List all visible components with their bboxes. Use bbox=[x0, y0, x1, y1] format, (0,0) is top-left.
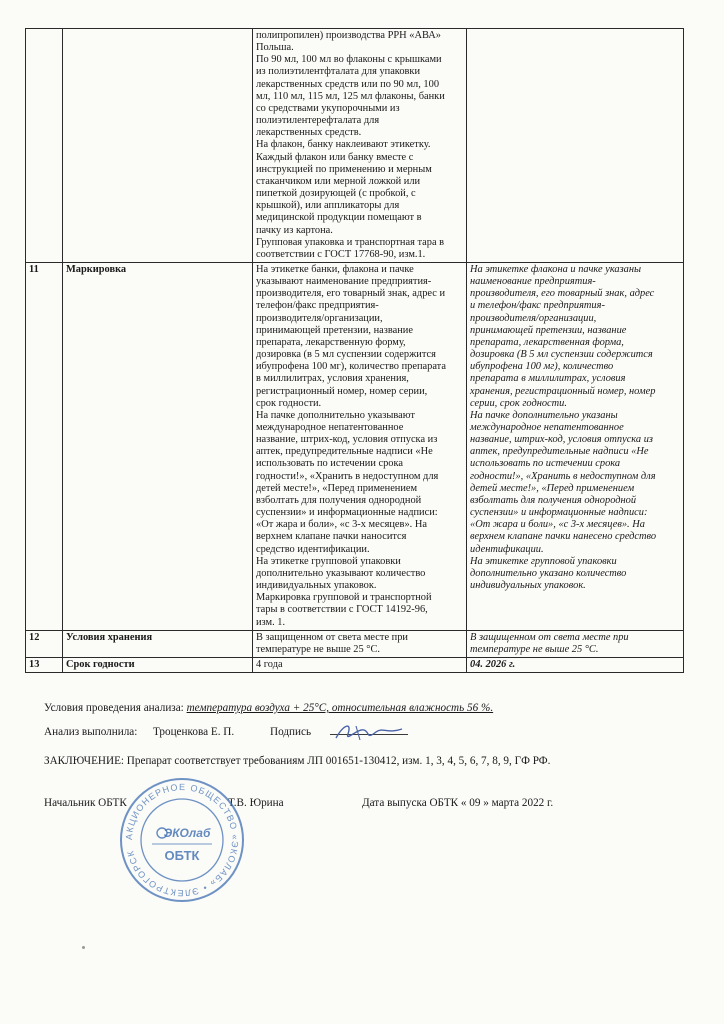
row-number: 11 bbox=[26, 262, 63, 630]
analyst-line bbox=[44, 726, 234, 738]
stamp-ring-text: АКЦИОНЕРНОЕ ОБЩЕСТВО «ЭКОЛАБ» • ЭЛЕКТРОГОРСК bbox=[123, 781, 241, 899]
spec-table bbox=[25, 28, 684, 673]
requirement-cell: В защищенном от света месте при температуре не выше 25 °C. bbox=[253, 630, 467, 657]
analyst-label: Анализ выполнила: bbox=[44, 726, 138, 738]
row-name: Маркировка bbox=[63, 262, 253, 630]
row-number: 12 bbox=[26, 630, 63, 657]
result-cell: 04. 2026 г. bbox=[467, 657, 684, 672]
row-name bbox=[63, 29, 253, 263]
head-title: Начальник ОБТК bbox=[44, 797, 127, 809]
organization-stamp bbox=[118, 776, 246, 904]
requirement-cell: 4 года bbox=[253, 657, 467, 672]
signature-label: Подпись bbox=[270, 726, 312, 738]
analyst-name: Троценкова Е. П. bbox=[152, 726, 235, 738]
signature-scribble bbox=[330, 720, 410, 744]
row-number bbox=[26, 29, 63, 263]
table-row bbox=[26, 262, 684, 630]
result-cell bbox=[467, 29, 684, 263]
scan-speck bbox=[82, 946, 85, 949]
conditions-label: Условия проведения анализа: bbox=[44, 702, 187, 714]
conclusion: ЗАКЛЮЧЕНИЕ: Препарат соответствует требованиям ЛП 001651-130412, изм. 1, 3, 4, 5, 6, 7, 8, 9, ГФ РФ. bbox=[44, 755, 551, 767]
result-cell: На этикетке флакона и пачке указаны наименование предприятия- производителя, его товарный знак, адрес и телефон/факс предприятия- производителя/организации, принимающей претензии, название препарата, лекарственная форма, дозировка (В 5 мл суспензии содержится ибупрофена 100 мг), количество препарата в миллилитрах, условия хранения, регистрационный номер, номер серии, срок годности. На пачке дополнительно указаны международное непатентованное название, штрих-код, условия отпуска из аптек, предупредительные надписи «Не использовать по истечении срока годности!», «Хранить в недоступном для детей месте!», «Перед применением взболтать для получения однородной суспензии» и информационные надписи: «От жара и боли», «с 3-х месяцев». На верхнем клапане пачки нанесено средство идентификации. На этикетке групповой упаковки дополнительно указано количество индивидуальных упаковок. bbox=[467, 262, 684, 630]
table-row bbox=[26, 657, 684, 672]
table-row bbox=[26, 630, 684, 657]
table-row bbox=[26, 29, 684, 263]
stamp-center: ОБТК bbox=[164, 848, 200, 863]
row-number: 13 bbox=[26, 657, 63, 672]
conditions-value: температура воздуха + 25°C, относительная влажность 56 %. bbox=[186, 702, 494, 714]
head-name: Т.В. Юрина bbox=[228, 797, 284, 809]
stamp-brand: ЭКОлаб bbox=[163, 826, 211, 840]
row-name: Условия хранения bbox=[63, 630, 253, 657]
conditions-line bbox=[44, 702, 493, 714]
release-date: Дата выпуска ОБТК « 09 » марта 2022 г. bbox=[362, 797, 554, 809]
requirement-cell: На этикетке банки, флакона и пачке указывают наименование предприятия- производителя, его товарный знак, адрес и телефон/факс предприятия- производителя/организации, принимающей претензии, название препарата, лекарственную форму, дозировка (в 5 мл суспензии содержится ибупрофена 100 мг), количество препарата в миллилитрах, условия хранения, регистрационный номер, номер серии, срок годности. На пачке дополнительно указывают международное непатентованное название, штрих-код, условия отпуска из аптек, предупредительные надписи «Не использовать по истечении срока годности!», «Хранить в недоступном для детей месте!», «Перед применением взболтать для получения однородной суспензии» и информационные надписи: «От жара и боли», «с 3-х месяцев». На верхнем клапане пачки наносится средство идентификации. На этикетке групповой упаковки дополнительно указывают количество индивидуальных упаковок. Маркировка групповой и транспортной тары в соответствии с ГОСТ 14192-96, изм. 1. bbox=[253, 262, 467, 630]
requirement-cell: полипропилен) производства РРН «АВА» Польша. По 90 мл, 100 мл во флаконы с крышками из полиэтилентфталата для упаковки лекарственных средств или по 90 мл, 100 мл, 110 мл, 115 мл, 125 мл флаконы, банки со средствами укупорочными из полиэтилентерефталата для лекарственных средств. На флакон, банку наклеивают этикетку. Каждый флакон или банку вместе с инструкцией по применению и мерным стаканчиком или мерной ложкой или пипеткой дозирующей (с пробкой, с крышкой), или аппликаторы для медицинской продукции помещают в пачку из картона. Групповая упаковка и транспортная тара в соответствии с ГОСТ 17768-90, изм.1. bbox=[253, 29, 467, 263]
result-cell: В защищенном от света месте при температуре не выше 25 °C. bbox=[467, 630, 684, 657]
row-name: Срок годности bbox=[63, 657, 253, 672]
